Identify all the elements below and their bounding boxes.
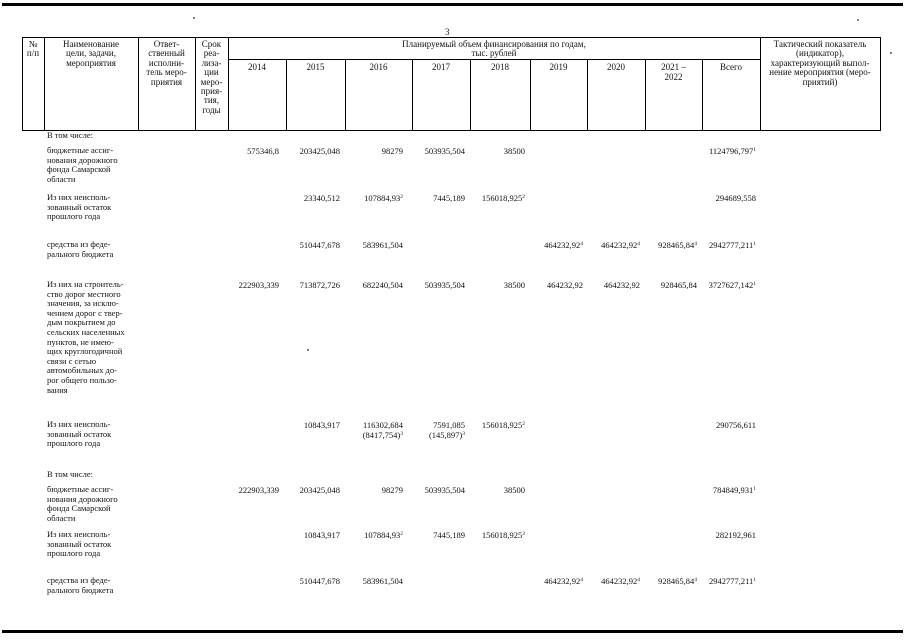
value-cell <box>709 240 756 250</box>
header-name: Наименование цели, задачи, мероприятия <box>62 39 120 68</box>
value-text: 7445,189 <box>433 193 465 203</box>
value-text: 222903,339 <box>238 485 279 495</box>
row-label: средства из феде- рального бюджета <box>47 239 114 259</box>
row-label: В том числе: <box>47 469 93 479</box>
bottom-page-rule <box>2 630 903 633</box>
value-text: 38500 <box>503 280 525 290</box>
footnote-mark: 4 <box>637 241 640 247</box>
header-financing: Планируемый объем финансирования по годам, тыс. рублей <box>402 39 586 59</box>
value-cell <box>300 280 340 290</box>
value-text: 583961,504 <box>362 576 403 586</box>
footnote-mark: 3 <box>462 431 465 437</box>
header-bottom-border <box>22 130 881 131</box>
footnote-mark: 2 <box>522 421 525 427</box>
value-text: 156018,925 <box>481 530 523 540</box>
value-cell <box>363 576 403 586</box>
value-cell <box>239 485 279 495</box>
value-text: 503935,504 <box>424 485 465 495</box>
page-number: 3 <box>445 27 450 37</box>
row-label: бюджетные ассиг- нования дорожного фонда Самарской области <box>47 484 118 523</box>
value-cell <box>504 485 525 495</box>
footnote-mark: 2 <box>400 531 403 537</box>
value-text: 10843,917 <box>303 530 340 540</box>
value-cell <box>304 530 340 540</box>
value-text: 510447,678 <box>299 576 340 586</box>
value-cell <box>304 420 340 430</box>
value-cell <box>425 280 465 290</box>
value-cell <box>709 146 756 156</box>
year-header-8: Всего <box>719 62 743 72</box>
value-text: 928465,84 <box>660 280 697 290</box>
value-text: 928465,84 <box>658 576 695 586</box>
value-text: 464232,92 <box>544 576 581 586</box>
row-label: средства из феде- рального бюджета <box>47 575 114 595</box>
value-text: 510447,678 <box>299 240 340 250</box>
footnote-mark: 1 <box>753 147 756 153</box>
value-cell <box>382 146 403 156</box>
header-responsible: Ответ- ственный исполни- тель меро- приятия <box>146 39 187 87</box>
value-cell <box>382 485 403 495</box>
value-text: 682240,504 <box>362 280 403 290</box>
value-text: 23340,512 <box>303 193 340 203</box>
year-header-3: 2017 <box>432 62 450 72</box>
value-text: 294689,558 <box>715 193 756 203</box>
footnote-mark: 2 <box>400 194 403 200</box>
value-text: 282192,961 <box>715 530 756 540</box>
value-cell <box>364 530 403 540</box>
value-cell <box>304 193 340 203</box>
footnote-mark: 4 <box>580 577 583 583</box>
value-text: 1124796,797 <box>708 146 754 156</box>
footnote-mark: 2 <box>522 531 525 537</box>
year-header-6: 2020 <box>607 62 625 72</box>
value-cell <box>433 193 465 203</box>
value-cell <box>716 193 756 203</box>
value-text: 7445,189 <box>433 530 465 540</box>
value-text: 116302,684 <box>362 420 403 430</box>
footnote-mark: 4 <box>637 577 640 583</box>
footnote-mark: 1 <box>753 241 756 247</box>
value-cell <box>300 240 340 250</box>
col-border <box>880 37 881 131</box>
value-text: 928465,84 <box>658 240 695 250</box>
value-text: 583961,504 <box>362 240 403 250</box>
header-indicator: Тактический показатель (индикатор), характеризующий выпол- нение мероприятия (меро- приятий) <box>769 39 871 87</box>
footnote-mark: 3 <box>400 431 403 437</box>
scan-speck <box>307 349 309 351</box>
value-cell <box>604 280 640 290</box>
value-text: 503935,504 <box>424 280 465 290</box>
value-text: (145,897) <box>428 430 463 440</box>
value-cell <box>363 420 403 440</box>
value-cell <box>364 193 403 203</box>
value-text: 464232,92 <box>603 280 640 290</box>
value-cell <box>658 240 697 250</box>
value-cell <box>433 530 465 540</box>
value-text: 464232,92 <box>601 576 638 586</box>
value-cell <box>482 193 525 203</box>
value-cell <box>544 576 583 586</box>
value-cell <box>601 240 640 250</box>
year-header-5: 2019 <box>549 62 568 72</box>
value-text: 2942777,211 <box>708 240 754 250</box>
footnote-mark: 4 <box>694 577 697 583</box>
value-cell <box>601 576 640 586</box>
footnote-mark: 2 <box>522 194 525 200</box>
value-text: 464232,92 <box>546 280 583 290</box>
value-cell <box>709 280 756 290</box>
value-text: 38500 <box>503 146 525 156</box>
value-cell <box>709 576 756 586</box>
row-label: Из них неисполь- зованный остаток прошлого года <box>47 192 112 222</box>
value-cell <box>300 485 340 495</box>
value-text: 98279 <box>381 485 403 495</box>
footnote-mark: 1 <box>753 486 756 492</box>
value-cell <box>713 485 756 495</box>
value-text: 575346,8 <box>247 146 279 156</box>
scan-speck <box>857 19 859 21</box>
value-cell <box>239 280 279 290</box>
scan-speck <box>193 17 195 19</box>
value-cell <box>247 146 279 156</box>
value-text: 7591,085 <box>433 420 465 430</box>
footnote-mark: 4 <box>580 241 583 247</box>
value-cell <box>504 280 525 290</box>
value-cell <box>658 576 697 586</box>
value-cell <box>482 420 525 430</box>
value-cell <box>482 530 525 540</box>
year-header-0: 2014 <box>248 62 266 72</box>
row-label: Из них неисполь- зованный остаток прошлого года <box>47 419 112 449</box>
footnote-mark: 1 <box>753 281 756 287</box>
value-text: (8417,754) <box>362 430 401 440</box>
footnote-mark: 4 <box>694 241 697 247</box>
value-text: 10843,917 <box>303 420 340 430</box>
table-top-border <box>22 37 881 38</box>
value-text: 464232,92 <box>601 240 638 250</box>
value-text: 503935,504 <box>424 146 465 156</box>
value-cell <box>300 576 340 586</box>
value-text: 2942777,211 <box>708 576 754 586</box>
value-text: 203425,048 <box>299 146 340 156</box>
years-header-border <box>228 59 760 60</box>
value-cell <box>544 240 583 250</box>
value-text: 222903,339 <box>238 280 279 290</box>
value-text: 98279 <box>381 146 403 156</box>
header-term: Срок реа- лиза- ции меро- прия- тия, годы <box>200 39 223 115</box>
value-cell <box>425 146 465 156</box>
value-text: 107884,93 <box>364 193 401 203</box>
value-text: 290756,611 <box>715 420 756 430</box>
value-cell <box>716 530 756 540</box>
scan-speck <box>890 52 892 54</box>
value-cell <box>429 420 465 440</box>
value-text: 784849,931 <box>712 485 754 495</box>
value-cell <box>363 240 403 250</box>
value-cell <box>661 280 697 290</box>
value-text: 107884,93 <box>364 530 401 540</box>
value-cell <box>716 420 756 430</box>
year-header-7: 2021 – 2022 <box>661 62 686 82</box>
value-text: 713872,726 <box>299 280 340 290</box>
value-cell <box>425 485 465 495</box>
value-text: 464232,92 <box>544 240 581 250</box>
year-header-4: 2018 <box>491 62 509 72</box>
value-text: 3727627,142 <box>708 280 754 290</box>
footnote-mark: 1 <box>753 577 756 583</box>
year-header-1: 2015 <box>306 62 325 72</box>
row-label: В том числе: <box>47 130 93 140</box>
row-label: бюджетные ассиг- нования дорожного фонда Самарской области <box>47 145 118 184</box>
row-label: Из них неисполь- зованный остаток прошлого года <box>47 529 112 559</box>
value-cell <box>363 280 403 290</box>
value-cell <box>300 146 340 156</box>
year-header-2: 2016 <box>369 62 388 72</box>
value-cell <box>547 280 583 290</box>
value-text: 203425,048 <box>299 485 340 495</box>
value-cell <box>504 146 525 156</box>
header-num: № п/п <box>26 39 40 59</box>
row-label: Из них на строитель- ство дорог местного значения, за исклю- чением дорог с твер- дым покрытием до сельских населенных пунктов, не имею- щих круглогодичной связи с сетью автомобильных до- рог общего пользо- вания <box>47 279 125 395</box>
value-text: 38500 <box>503 485 525 495</box>
value-text: 156018,925 <box>481 193 523 203</box>
value-text: 156018,925 <box>481 420 523 430</box>
